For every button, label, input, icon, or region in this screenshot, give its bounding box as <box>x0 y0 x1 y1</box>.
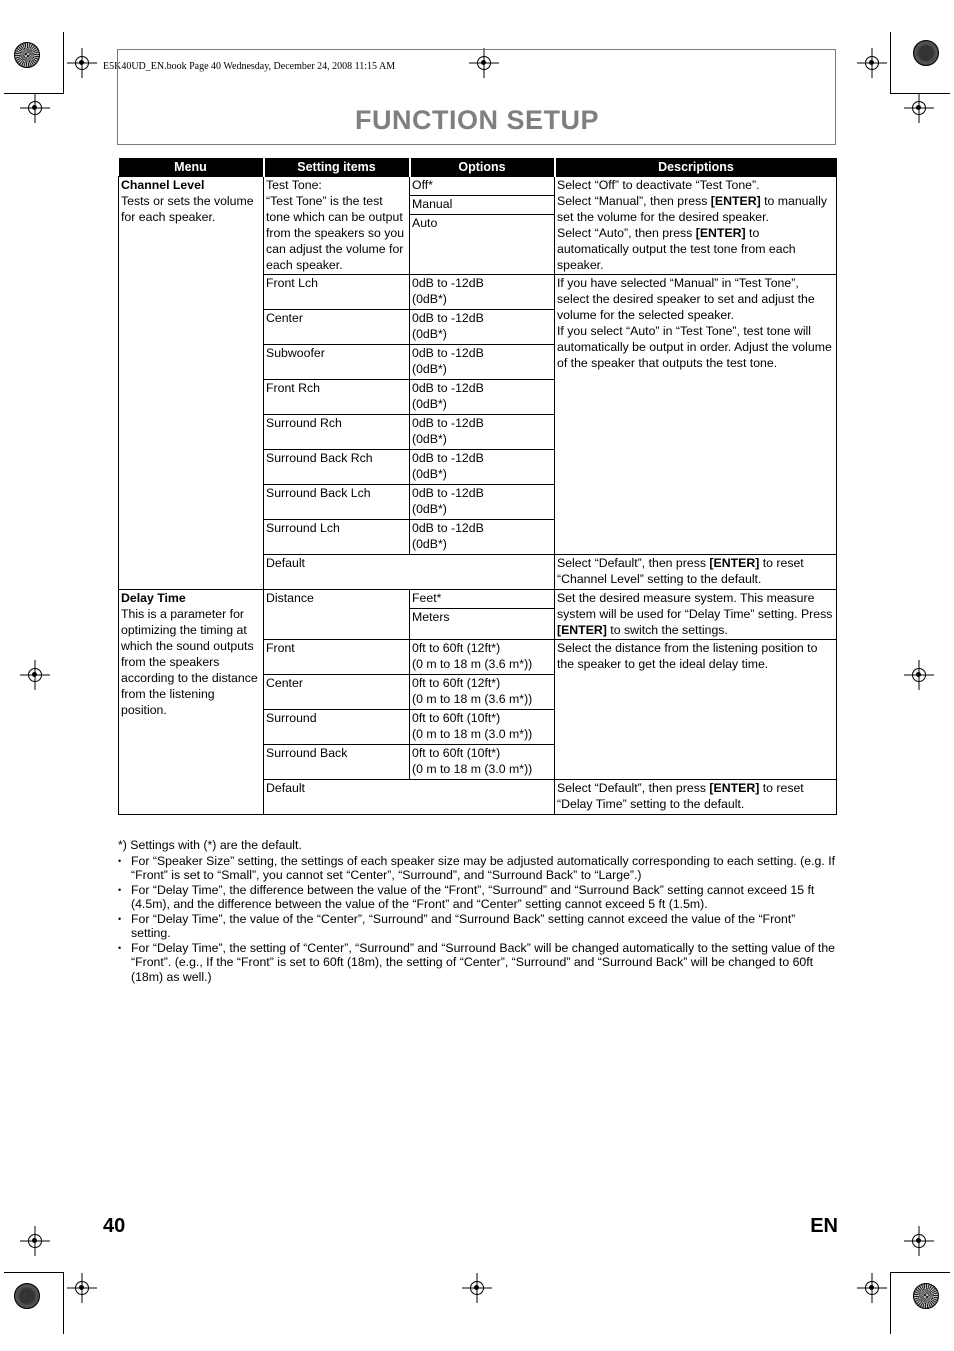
option-cell: 0dB to -12dB (0dB*) <box>410 414 555 449</box>
registration-target-icon <box>75 1281 89 1295</box>
language-label: EN <box>810 1215 838 1237</box>
setting-item-default: Default <box>264 779 555 814</box>
option-cell: Manual <box>410 196 555 215</box>
setting-item-cell: Center <box>264 674 410 709</box>
registration-sun-icon <box>913 40 939 66</box>
settings-table <box>118 158 837 815</box>
description-cell: If you have selected “Manual” in “Test Tone”, select the desired speaker to set and adjust the volume for the selected speaker. If you select “Auto” in “Test Tone”, test tone will automatically be output in order. Adjust the volume of the speaker that outputs the test tone. <box>555 274 837 554</box>
option-cell: 0dB to -12dB (0dB*) <box>410 274 555 309</box>
option-cell: 0dB to -12dB (0dB*) <box>410 344 555 379</box>
crop-line <box>890 93 950 94</box>
setting-item-distance: Distance <box>264 589 410 639</box>
page-number: 40 <box>103 1215 126 1237</box>
menu-description: This is a parameter for optimizing the timing at which the sound outputs from the speakers according to the distance from the listening position. <box>121 606 258 718</box>
option-cell: 0dB to -12dB (0dB*) <box>410 449 555 484</box>
page-title: FUNCTION SETUP <box>354 105 599 135</box>
description-line: Select “Off” to deactivate “Test Tone”. <box>557 178 760 192</box>
registration-target-icon <box>28 1234 42 1248</box>
menu-description: Tests or sets the volume for each speaker. <box>121 194 254 225</box>
setting-item-cell: Front Lch <box>264 274 410 309</box>
setting-item-default: Default <box>264 554 555 589</box>
registration-sun-icon <box>14 1283 40 1309</box>
table-header-row <box>119 158 837 177</box>
description-cell: Select the distance from the listening position to the speaker to get the ideal delay time. <box>555 639 837 779</box>
crop-line <box>63 1272 64 1334</box>
option-cell: Feet* <box>410 589 555 608</box>
option-cell: 0ft to 60ft (12ft*) (0 m to 18 m (3.6 m*)) <box>410 639 555 674</box>
option-cell: 0dB to -12dB (0dB*) <box>410 309 555 344</box>
description-cell: Set the desired measure system. This measure system will be used for “Delay Time” setting. Press [ENTER] to switch the settings. <box>555 589 837 639</box>
registration-target-icon <box>912 668 926 682</box>
option-cell: Auto <box>410 215 555 275</box>
column-header-descriptions: Descriptions <box>555 158 837 177</box>
list-item: • For “Delay Time”, the difference between the value of the “Front”, “Surround” and “Surround Back” setting cannot exceed 15 ft (4.5m), and the difference between the value of the “Front” and “Center” setting cannot exceed 5 ft (1.5m). <box>118 883 838 912</box>
option-cell: 0ft to 60ft (12ft*) (0 m to 18 m (3.6 m*)) <box>410 674 555 709</box>
menu-cell-channel-level <box>119 177 264 590</box>
registration-sun-icon <box>14 42 40 68</box>
menu-cell-delay-time <box>119 589 264 814</box>
description-line: Select “Manual”, then press [ENTER] to manually set the volume for the desired speaker. <box>557 194 827 225</box>
option-cell: 0ft to 60ft (10ft*) (0 m to 18 m (3.0 m*)) <box>410 744 555 779</box>
registration-sun-icon <box>913 1283 939 1309</box>
setting-item-description: “Test Tone” is the test tone which can be output from the speakers so you can adjust the volume for each speaker. <box>266 194 405 273</box>
table-row <box>119 177 837 196</box>
option-cell: 0dB to -12dB (0dB*) <box>410 379 555 414</box>
list-item: • For “Speaker Size” setting, the settings of each speaker size may be adjusted automatically corresponding to each setting. (e.g. If “Front” is set to “Small”, you cannot set “Center”, “Surround”, and “Surround Back” to “Large”.) <box>118 854 838 883</box>
description-cell: Select “Default”, then press [ENTER] to reset “Delay Time” setting to the default. <box>555 779 837 814</box>
setting-item-cell: Surround Lch <box>264 519 410 554</box>
setting-item-cell: Surround Back Rch <box>264 449 410 484</box>
crop-line <box>4 93 64 94</box>
option-cell: Off* <box>410 177 555 196</box>
list-item: • For “Delay Time”, the value of the “Center”, “Surround” and “Surround Back” setting cannot exceed the value of the “Front” setting. <box>118 912 838 941</box>
setting-item-cell: Surround Back <box>264 744 410 779</box>
option-cell: 0dB to -12dB (0dB*) <box>410 519 555 554</box>
crop-line <box>890 32 891 94</box>
setting-item-cell: Subwoofer <box>264 344 410 379</box>
setting-item-cell: Surround Rch <box>264 414 410 449</box>
option-cell: Meters <box>410 608 555 639</box>
menu-title: Channel Level <box>121 178 205 192</box>
list-item: • For “Delay Time”, the setting of “Center”, “Surround” and “Surround Back” will be changed automatically to the setting value of the “Front”. (e.g., If the “Front” is set to 60ft (18m), the setting of “Center”, “Surround” and “Surround Back” will be changed to 60ft (18m) as well.) <box>118 941 838 985</box>
registration-target-icon <box>912 1234 926 1248</box>
registration-target-icon <box>470 1281 484 1295</box>
menu-title: Delay Time <box>121 590 186 605</box>
crop-line <box>4 1272 64 1273</box>
book-info: E5K40UD_EN.book Page 40 Wednesday, December 24, 2008 11:15 AM <box>103 61 396 72</box>
crop-line <box>63 32 64 94</box>
column-header-options: Options <box>410 158 555 177</box>
option-cell: 0dB to -12dB (0dB*) <box>410 484 555 519</box>
notes-section <box>118 838 838 984</box>
registration-target-icon <box>75 56 89 70</box>
registration-target-icon <box>28 668 42 682</box>
setting-item-test-tone <box>264 177 410 275</box>
description-cell <box>555 177 837 275</box>
notes-list <box>118 854 838 985</box>
setting-item-cell: Front <box>264 639 410 674</box>
registration-target-icon <box>865 1281 879 1295</box>
setting-item-cell: Surround <box>264 709 410 744</box>
setting-item-cell: Front Rch <box>264 379 410 414</box>
table-row <box>119 589 837 608</box>
crop-line <box>890 1272 891 1334</box>
column-header-setting-items: Setting items <box>264 158 410 177</box>
setting-item-cell: Center <box>264 309 410 344</box>
default-note: *) Settings with (*) are the default. <box>118 838 302 852</box>
crop-line <box>890 1272 950 1273</box>
registration-target-icon <box>865 56 879 70</box>
column-header-menu: Menu <box>119 158 264 177</box>
description-cell: Select “Default”, then press [ENTER] to reset “Channel Level” setting to the default. <box>555 554 837 589</box>
setting-item-label: Test Tone: <box>266 178 322 192</box>
description-line: Select “Auto”, then press [ENTER] to automatically output the test tone from each speaker. <box>557 226 796 273</box>
option-cell: 0ft to 60ft (10ft*) (0 m to 18 m (3.0 m*)) <box>410 709 555 744</box>
setting-item-cell: Surround Back Lch <box>264 484 410 519</box>
